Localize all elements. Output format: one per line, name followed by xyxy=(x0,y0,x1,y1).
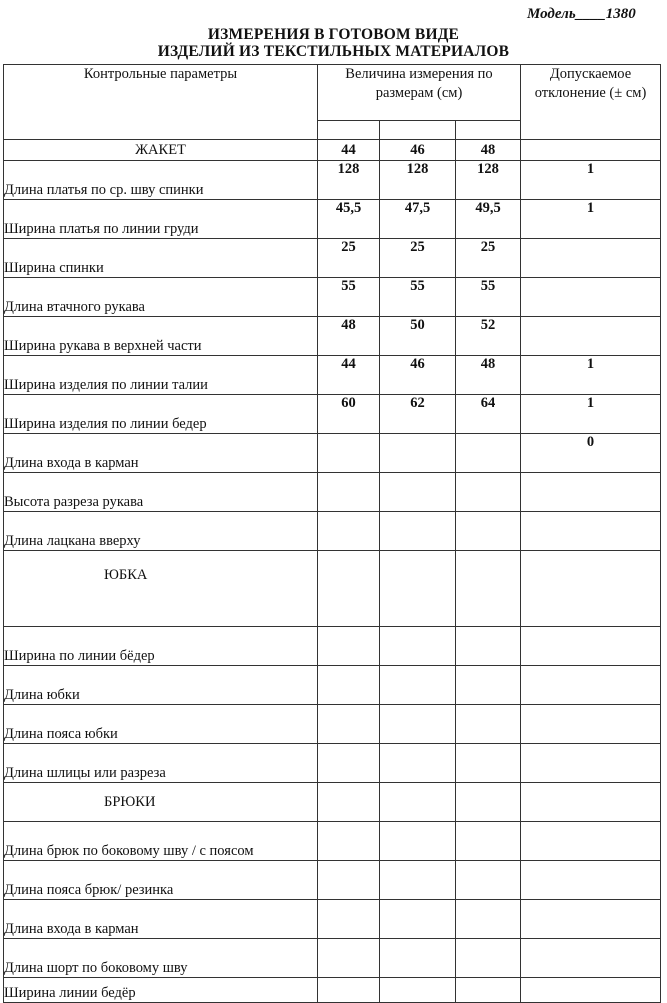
sizes-header-line1: Величина измерения по xyxy=(345,66,493,82)
value-cell xyxy=(456,627,521,666)
value-cell xyxy=(456,512,521,551)
tolerance-cell xyxy=(521,551,661,627)
value-cell: 48 xyxy=(456,356,521,395)
tolerance-cell xyxy=(521,278,661,317)
model-label: Модель____1380 xyxy=(527,6,636,22)
value-cell: 25 xyxy=(456,239,521,278)
table-row xyxy=(4,900,661,939)
value-cell xyxy=(380,978,456,1003)
value-cell xyxy=(456,978,521,1003)
value-cell: 49,5 xyxy=(456,200,521,239)
value-cell xyxy=(318,551,380,627)
param-label: Ширина изделия по линии талии xyxy=(4,356,318,395)
value-cell xyxy=(456,861,521,900)
size-48: 48 xyxy=(456,140,521,161)
value-cell xyxy=(318,978,380,1003)
tolerance-cell xyxy=(521,861,661,900)
value-cell xyxy=(380,627,456,666)
value-cell xyxy=(318,822,380,861)
value-cell: 50 xyxy=(380,317,456,356)
value-cell xyxy=(318,939,380,978)
value-cell: 44 xyxy=(318,356,380,395)
table-row xyxy=(4,744,661,783)
value-cell xyxy=(318,783,380,822)
value-cell xyxy=(456,939,521,978)
tolerance-cell xyxy=(521,939,661,978)
table-row xyxy=(4,278,661,317)
param-label: Ширина по линии бёдер xyxy=(4,627,318,666)
table-row xyxy=(4,627,661,666)
value-cell: 25 xyxy=(318,239,380,278)
param-label: Длина втачного рукава xyxy=(4,278,318,317)
table-row xyxy=(4,161,661,200)
value-cell: 128 xyxy=(380,161,456,200)
sizes-header-line2: размерам (см) xyxy=(375,85,463,101)
tolerance-cell xyxy=(521,783,661,822)
model-number: 1380 xyxy=(605,6,636,22)
param-label: Длина входа в карман xyxy=(4,434,318,473)
trousers-section-title-cell xyxy=(4,783,318,822)
value-cell xyxy=(456,434,521,473)
tolerance-cell xyxy=(521,140,661,161)
tolerance-cell xyxy=(521,512,661,551)
value-cell xyxy=(380,783,456,822)
table-row xyxy=(4,317,661,356)
table-row xyxy=(4,356,661,395)
value-cell xyxy=(380,822,456,861)
table-row xyxy=(4,705,661,744)
measurements-table xyxy=(3,64,661,1003)
tolerance-cell xyxy=(521,666,661,705)
value-cell xyxy=(456,666,521,705)
value-cell xyxy=(380,473,456,512)
value-cell xyxy=(380,434,456,473)
value-cell: 128 xyxy=(456,161,521,200)
value-cell xyxy=(318,744,380,783)
value-cell xyxy=(380,666,456,705)
value-cell xyxy=(456,473,521,512)
table-row xyxy=(4,512,661,551)
param-label: Длина платья по ср. шву спинки xyxy=(4,161,318,200)
tolerance-header-line2: отклонение (± см) xyxy=(534,85,647,101)
trousers-section-title: БРЮКИ xyxy=(104,793,156,810)
value-cell xyxy=(456,705,521,744)
tolerance-cell xyxy=(521,900,661,939)
param-label: Длина пояса юбки xyxy=(4,705,318,744)
table-row xyxy=(4,200,661,239)
params-header: Контрольные параметры xyxy=(4,65,318,140)
value-cell: 47,5 xyxy=(380,200,456,239)
value-cell: 55 xyxy=(380,278,456,317)
skirt-section-row xyxy=(4,551,661,627)
table-row xyxy=(4,395,661,434)
param-label: Длина входа в карман xyxy=(4,900,318,939)
value-cell xyxy=(318,627,380,666)
tolerance-cell xyxy=(521,627,661,666)
size-44: 44 xyxy=(318,140,380,161)
tolerance-cell xyxy=(521,822,661,861)
value-cell xyxy=(318,473,380,512)
skirt-section-title: ЮБКА xyxy=(104,567,148,583)
document-title-line2: ИЗДЕЛИЙ ИЗ ТЕКСТИЛЬНЫХ МАТЕРИАЛОВ xyxy=(157,43,510,60)
value-cell: 45,5 xyxy=(318,200,380,239)
tolerance-cell xyxy=(521,239,661,278)
value-cell: 55 xyxy=(318,278,380,317)
table-row xyxy=(4,861,661,900)
tolerance-cell: 1 xyxy=(521,356,661,395)
table-row xyxy=(4,666,661,705)
value-cell xyxy=(318,861,380,900)
value-cell xyxy=(456,900,521,939)
tolerance-cell: 1 xyxy=(521,200,661,239)
param-label: Ширина рукава в верхней части xyxy=(4,317,318,356)
table-row xyxy=(4,939,661,978)
tolerance-cell xyxy=(521,705,661,744)
param-label: Ширина изделия по линии бедер xyxy=(4,395,318,434)
value-cell: 128 xyxy=(318,161,380,200)
value-cell: 60 xyxy=(318,395,380,434)
value-cell xyxy=(318,900,380,939)
param-label: Длина шлицы или разреза xyxy=(4,744,318,783)
value-cell: 52 xyxy=(456,317,521,356)
table-row xyxy=(4,434,661,473)
param-label: Длина пояса брюк/ резинка xyxy=(4,861,318,900)
skirt-section-title-cell xyxy=(4,551,318,627)
param-label: Высота разреза рукава xyxy=(4,473,318,512)
param-label: Ширина спинки xyxy=(4,239,318,278)
param-label: Длина юбки xyxy=(4,666,318,705)
table-row xyxy=(4,239,661,278)
document-title-line1: ИЗМЕРЕНИЯ В ГОТОВОМ ВИДЕ xyxy=(207,26,460,43)
value-cell: 55 xyxy=(456,278,521,317)
jacket-section-title: ЖАКЕТ xyxy=(4,140,318,161)
value-cell xyxy=(456,822,521,861)
tolerance-cell xyxy=(521,978,661,1003)
value-cell: 48 xyxy=(318,317,380,356)
value-cell xyxy=(380,900,456,939)
table-row xyxy=(4,473,661,512)
value-cell xyxy=(318,705,380,744)
size-subcell xyxy=(456,121,521,140)
param-label: Длина брюк по боковому шву / с поясом xyxy=(4,822,318,861)
param-label: Ширина платья по линии груди xyxy=(4,200,318,239)
header-row xyxy=(4,65,661,121)
jacket-section-row xyxy=(4,140,661,161)
tolerance-cell xyxy=(521,744,661,783)
tolerance-cell xyxy=(521,473,661,512)
value-cell xyxy=(380,939,456,978)
value-cell xyxy=(456,551,521,627)
tolerance-header xyxy=(521,65,661,140)
size-subcell xyxy=(318,121,380,140)
value-cell xyxy=(456,744,521,783)
param-label: Ширина линии бедёр xyxy=(4,978,318,1003)
size-subcell xyxy=(380,121,456,140)
value-cell xyxy=(380,705,456,744)
tolerance-cell: 1 xyxy=(521,395,661,434)
table-row xyxy=(4,822,661,861)
tolerance-cell: 1 xyxy=(521,161,661,200)
value-cell xyxy=(456,783,521,822)
trousers-section-row xyxy=(4,783,661,822)
param-label: Длина лацкана вверху xyxy=(4,512,318,551)
value-cell: 25 xyxy=(380,239,456,278)
value-cell: 64 xyxy=(456,395,521,434)
value-cell xyxy=(318,512,380,551)
value-cell xyxy=(380,551,456,627)
tolerance-header-line1: Допускаемое xyxy=(549,66,632,82)
sizes-header xyxy=(318,65,521,121)
value-cell xyxy=(318,666,380,705)
value-cell xyxy=(380,861,456,900)
value-cell xyxy=(380,512,456,551)
value-cell xyxy=(318,434,380,473)
value-cell: 62 xyxy=(380,395,456,434)
model-label-text: Модель xyxy=(527,6,576,22)
size-46: 46 xyxy=(380,140,456,161)
param-label: Длина шорт по боковому шву xyxy=(4,939,318,978)
tolerance-cell: 0 xyxy=(521,434,661,473)
value-cell: 46 xyxy=(380,356,456,395)
tolerance-cell xyxy=(521,317,661,356)
table-row xyxy=(4,978,661,1003)
value-cell xyxy=(380,744,456,783)
